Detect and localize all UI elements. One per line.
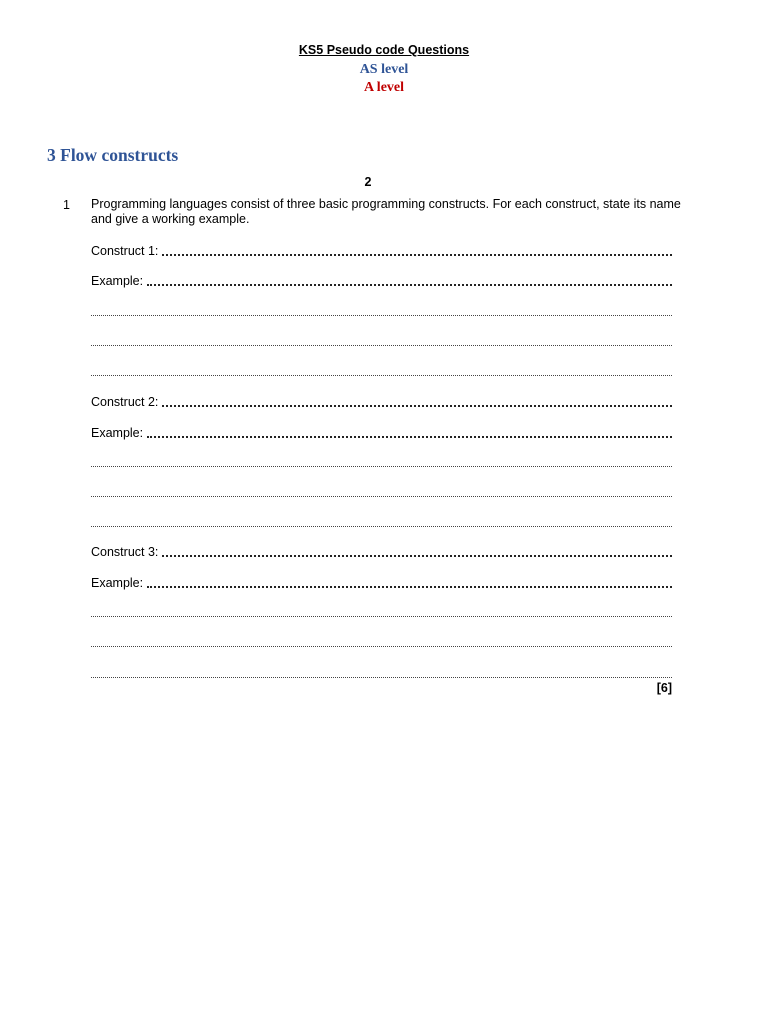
answer-dots	[162, 555, 672, 557]
construct-3-label: Construct 3:	[91, 545, 159, 559]
example-3-extra-line-3[interactable]	[91, 664, 672, 680]
question-text: Programming languages consist of three basic programming constructs. For each construct, state its name and give a working example.	[91, 197, 681, 226]
construct-2-label: Construct 2:	[91, 395, 159, 409]
example-1-extra-line-1[interactable]	[91, 302, 672, 318]
example-3-answer-line[interactable]	[91, 574, 672, 590]
a-level-label: A level	[363, 80, 405, 95]
example-1-extra-line-3[interactable]	[91, 362, 672, 378]
as-level-label: AS level	[359, 62, 409, 77]
answer-dots	[162, 254, 672, 256]
question-number: 1	[63, 198, 70, 212]
answer-dots	[147, 586, 672, 588]
answer-dots	[147, 284, 672, 286]
example-2-extra-line-3[interactable]	[91, 513, 672, 529]
answer-dots	[147, 436, 672, 438]
example-3-label: Example:	[91, 576, 144, 590]
marks-total: [6]	[656, 681, 672, 695]
construct-2-answer-line[interactable]	[91, 393, 672, 409]
construct-1-answer-line[interactable]	[91, 242, 672, 258]
example-1-label: Example:	[91, 274, 144, 288]
example-2-extra-line-1[interactable]	[91, 453, 672, 469]
section-heading: 3 Flow constructs	[47, 145, 179, 165]
answer-dots	[91, 616, 672, 617]
example-2-extra-line-2[interactable]	[91, 483, 672, 499]
answer-dots	[162, 405, 672, 407]
answer-dots	[91, 315, 672, 316]
answer-dots	[91, 375, 672, 376]
answer-dots	[91, 646, 672, 647]
example-1-answer-line[interactable]	[91, 272, 672, 288]
answer-dots	[91, 677, 672, 678]
construct-3-answer-line[interactable]	[91, 543, 672, 559]
example-2-answer-line[interactable]	[91, 424, 672, 440]
example-1-extra-line-2[interactable]	[91, 332, 672, 348]
construct-1-label: Construct 1:	[91, 244, 159, 258]
page-number: 2	[364, 175, 372, 189]
example-3-extra-line-1[interactable]	[91, 603, 672, 619]
document-title: KS5 Pseudo code Questions	[298, 43, 470, 57]
answer-dots	[91, 345, 672, 346]
example-3-extra-line-2[interactable]	[91, 633, 672, 649]
answer-dots	[91, 496, 672, 497]
answer-dots	[91, 526, 672, 527]
example-2-label: Example:	[91, 426, 144, 440]
answer-dots	[91, 466, 672, 467]
